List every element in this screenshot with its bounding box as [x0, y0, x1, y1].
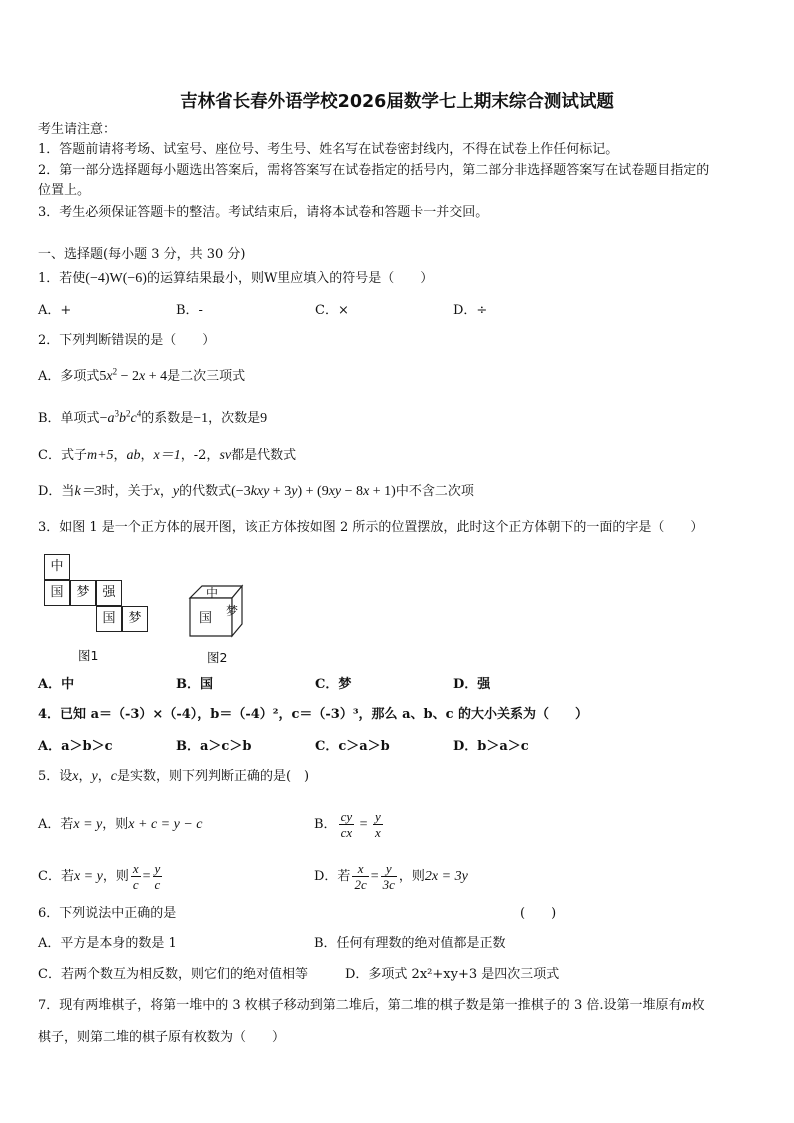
notice-header: 考生请注意： — [38, 122, 117, 137]
q3-option-a: A．中 — [38, 677, 75, 692]
q5-a-result: x + c = y − c — [128, 817, 203, 832]
q3-option-b: B．国 — [176, 677, 213, 692]
q5-d-pre: D．若 — [314, 869, 351, 884]
q6-answer-paren: ( ) — [520, 906, 557, 921]
denominator: 3c — [382, 877, 395, 892]
numerator: x — [352, 861, 368, 877]
denominator: 2c — [354, 877, 367, 892]
cube-top-label: 中 — [206, 586, 219, 600]
q5-c-frac-left — [131, 861, 141, 892]
q2-a-pre: A．多项式 — [38, 369, 100, 384]
q5-option-b: B． $\frac{cy}{cx}$ = $\frac{y}{x}$ — [314, 809, 381, 840]
q2-b-deg: 9 — [260, 411, 268, 426]
question-2: 2．下列判断错误的是（ ） — [38, 333, 216, 348]
q5-pre: 5．设 — [38, 769, 73, 784]
q2-b-expr: $-a^3b^2c^4$ — [99, 408, 142, 426]
q2-c-ab: ab — [126, 448, 141, 463]
numerator: x — [132, 861, 139, 876]
q5-b-pre: B． — [314, 817, 337, 832]
q5-a-pre: A．若 — [38, 817, 74, 832]
q7-line2: 棋子，则第二堆的棋子原有枚数为（ ） — [38, 1030, 286, 1045]
q2-d-k3: k＝3 — [74, 484, 102, 499]
page-title: 吉林省长春外语学校2026届数学七上期末综合测试试题 — [180, 92, 614, 112]
q2-b-post: ，次数是 — [208, 411, 261, 426]
q5-d-mid: ，则 — [398, 869, 425, 884]
net-cell: 中 — [44, 554, 70, 580]
q2-c-sv: sv — [219, 448, 232, 463]
q2-c-post: 都是代数式 — [231, 448, 297, 463]
q3-option-d: D．强 — [453, 677, 491, 692]
q6-option-d: D．多项式 2x²+xy+3 是四次三项式 — [345, 967, 560, 982]
q5-a-cond: x = y — [73, 817, 103, 832]
q5-c-pre: C．若 — [38, 869, 74, 884]
question-5: 5．设x，y，c是实数，则下列判断正确的是( ) — [38, 769, 310, 784]
q6-option-c: C．若两个数互为相反数，则它们的绝对值相等 — [38, 967, 308, 982]
q2-option-a — [38, 368, 245, 386]
net-cell: 强 — [96, 580, 122, 606]
q5-c-mid: ，则 — [102, 869, 129, 884]
net-cell: 国 — [96, 606, 122, 632]
net-cell: 梦 — [122, 606, 148, 632]
numerator: y — [381, 861, 397, 877]
q2-option-c: C．式子m+5，ab，x＝1，-2，sv都是代数式 — [38, 448, 297, 463]
q4-option-d: D．b＞a＞c — [453, 739, 529, 754]
denominator: c — [154, 877, 161, 892]
q5-b-frac-right — [373, 809, 383, 840]
q6-option-b: B．任何有理数的绝对值都是正数 — [314, 936, 506, 951]
net-cell: 国 — [44, 580, 70, 606]
q1-pre: 1．若使 — [38, 271, 86, 286]
q2-option-d: D．当k＝3时，关于x，y的代数式(−3kxy + 3y) + (9xy − 8x + 1)中不含二次项 — [38, 484, 474, 499]
q2-c-m2: ，-2， — [180, 448, 220, 463]
q2-a-post: 是二次三项式 — [167, 369, 246, 384]
q2-d-pre: D．当 — [38, 484, 75, 499]
denominator: cx — [340, 825, 353, 840]
question-7 — [38, 997, 705, 1015]
q5-c-frac-right — [153, 861, 163, 892]
figure-2-caption: 图2 — [207, 650, 228, 665]
q2-b-pre: B．单项式 — [38, 411, 100, 426]
cube-front-label: 国 — [199, 611, 213, 626]
q5-d-frac-right — [381, 861, 397, 892]
q2-d-expr: (−3kxy + 3y) + (9xy − 8x + 1) — [231, 484, 396, 499]
notice-item-3: 3．考生必须保证答题卡的整洁。考试结束后，请将本试卷和答题卡一并交回。 — [38, 205, 489, 220]
question-4: 4．已知 a＝（-3）×（-4），b＝（-4）²，c＝（-3）³，那么 a、b、c 的大小关系为（ ） — [38, 707, 589, 722]
q2-d-y: y — [172, 484, 180, 499]
q3-option-c: C．梦 — [315, 677, 352, 692]
q4-option-c: C．c＞a＞b — [315, 739, 390, 754]
q5-d-frac-left — [352, 861, 368, 892]
q2-d-post: 中不含二次项 — [395, 484, 474, 499]
q2-b-mid: 的系数是 — [141, 411, 194, 426]
q4-option-a: A．a＞b＞c — [38, 739, 113, 754]
notice-item-2: 2．第一部分选择题每小题选出答案后，需将答案写在试卷指定的括号内，第二部分非选择题答案写在试卷题目指定的 — [38, 163, 710, 178]
q5-option-a — [38, 816, 202, 834]
section-heading: 一、选择题(每小题 3 分，共 30 分) — [38, 247, 246, 262]
q2-c-m5: m+5 — [86, 448, 114, 463]
q7-var: m — [681, 998, 692, 1013]
q5-c-cond: x = y — [73, 869, 103, 884]
numerator: y — [375, 809, 381, 824]
q5-b-frac-left — [339, 809, 355, 840]
numerator: cy — [340, 809, 353, 824]
figure-1-caption: 图1 — [78, 648, 99, 663]
cube-side-label: 梦 — [226, 604, 239, 618]
q1-option-d: D．÷ — [453, 303, 488, 318]
q5-option-d: D．若 $\frac{x}{2c}$ = $\frac{y}{3c}$ ，则2x = 3y — [314, 861, 468, 892]
q5-c: c — [110, 769, 117, 784]
q2-c-x1: x＝1 — [153, 448, 181, 463]
q1-option-b: B．- — [176, 303, 203, 318]
q7-line1: 7．现有两堆棋子，将第一堆中的 3 枚棋子移动到第二堆后，第二堆的棋子数是第一推棋子的 3 倍.设第一堆原有 — [38, 998, 682, 1013]
q1-option-c: C．× — [315, 303, 349, 318]
q1-option-a: A．+ — [38, 303, 72, 318]
q2-d-mid1: 时，关于 — [101, 484, 154, 499]
q2-d-x: x — [153, 484, 160, 499]
q4-option-b: B．a＞c＞b — [176, 739, 252, 754]
denominator: c — [132, 877, 139, 892]
question-6: 6．下列说法中正确的是 — [38, 906, 177, 921]
q2-d-mid2: 的代数式 — [179, 484, 232, 499]
q5-d-result: 2x = 3y — [424, 869, 468, 884]
q5-a-mid: ，则 — [102, 817, 129, 832]
q1-post: 的运算结果最小，则W里应填入的符号是（ ） — [146, 271, 434, 286]
notice-item-2-cont: 位置上。 — [38, 183, 91, 198]
q7-tail: 枚 — [691, 998, 705, 1013]
numerator: y — [154, 861, 161, 876]
q2-b-coef: −1 — [193, 411, 209, 426]
q2-c-pre: C．式子 — [38, 448, 87, 463]
net-cell: 梦 — [70, 580, 96, 606]
question-3: 3．如图 1 是一个正方体的展开图，该正方体按如图 2 所示的位置摆放，此时这个正方体朝下的一面的字是（ ） — [38, 520, 704, 535]
q5-x: x — [72, 769, 79, 784]
q5-y: y — [91, 769, 98, 784]
notice-item-1: 1．答题前请将考场、试室号、座位号、考生号、姓名写在试卷密封线内，不得在试卷上作任何标记。 — [38, 142, 619, 157]
q2-option-b — [38, 410, 267, 428]
q5-post: 是实数，则下列判断正确的是( ) — [116, 769, 310, 784]
q1-expr: (−4)W(−6) — [85, 271, 147, 286]
denominator: x — [375, 825, 381, 840]
q5-option-c: C．若x = y，则 $\frac{x}{c}$ = $\frac{y}{c}$ — [38, 861, 161, 892]
q2-a-expr: $5x^2 - 2x + 4$ — [99, 366, 168, 384]
question-1 — [38, 270, 433, 288]
q6-option-a: A．平方是本身的数是 1 — [38, 936, 177, 951]
